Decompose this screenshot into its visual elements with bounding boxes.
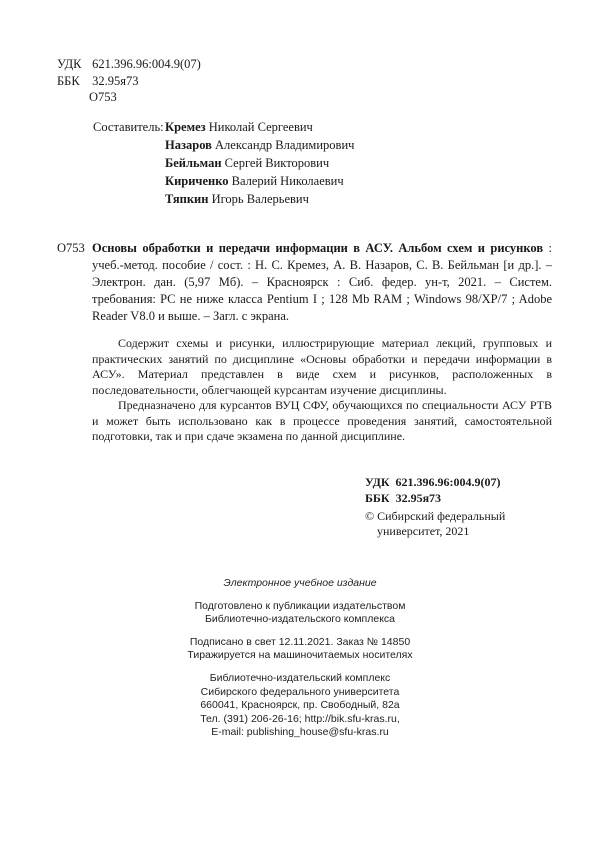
bbk-row xyxy=(57,73,201,90)
compilers-role-label: Составитель: xyxy=(93,120,164,134)
compiler-row xyxy=(93,190,354,208)
copyright xyxy=(365,509,505,539)
udk-row xyxy=(57,56,201,73)
address-line: 660041, Красноярск, пр. Свободный, 82а xyxy=(200,699,400,712)
imprint xyxy=(0,577,600,749)
compiler-surname: Бейльман xyxy=(165,156,222,170)
compiler-names: Валерий Николаевич xyxy=(231,174,344,188)
bbk-repeat: ББК 32.95я73 xyxy=(365,491,442,505)
prepared-line-1: Подготовлено к публикации издательством xyxy=(194,599,406,612)
copies-line: Тиражируется на машиночитаемых носителях xyxy=(187,649,413,662)
udk-repeat: УДК 621.396.96:004.9(07) xyxy=(365,475,501,489)
signed-line: Подписано в свет 12.11.2021. Заказ № 14850 xyxy=(189,635,411,648)
compiler-names: Николай Сергеевич xyxy=(208,120,313,134)
abstract-paragraph-2: Предназначено для курсантов ВУЦ СФУ, обучающихся по специальности АСУ РТВ и может быть использовано как в процессе проведения занятий, самостоятельной подготовки, так и при сдаче экзамена по данной дисциплине. xyxy=(92,398,552,443)
publisher-line-2: Сибирского федерального университета xyxy=(200,685,400,698)
bbk-label: ББК xyxy=(57,73,80,88)
compiler-row xyxy=(93,154,354,172)
classification-repeat xyxy=(365,474,501,506)
classification-block xyxy=(57,56,201,106)
entry-text xyxy=(92,240,552,325)
phone-line: Тел. (391) 206-26-16; http://bik.sfu-kras.ru, xyxy=(200,712,400,725)
compiler-surname: Кириченко xyxy=(165,174,229,188)
abstract-paragraph-1: Содержит схемы и рисунки, иллюстрирующие материал лекций, групповых и практических занятий по дисциплине «Основы обработки и передачи информации в АСУ». Материал представлен в виде схем и рисунков, расположенных в последовательности, облегчающей курсантам изучение дисциплины. xyxy=(92,336,552,397)
compiler-row xyxy=(93,172,354,190)
compiler-row xyxy=(93,118,354,136)
email-line: E-mail: publishing_house@sfu-kras.ru xyxy=(211,726,389,739)
udk-value: 621.396.96:004.9(07) xyxy=(92,57,201,71)
bibliographic-entry xyxy=(57,240,552,325)
entry-description: : учеб.-метод. пособие / сост. : Н. С. Кремез, А. В. Назаров, С. В. Бейльман [и др.]. – Электрон. дан. (5,97 Мб). – Красноярск : Сиб. федер. ун-т, 2021. – Систем. требования: PC не ниже класса Pentium I ; 128 Mb RAM ; Windows 98/XP/7 ; Adobe Reader V8.0 и выше. – Загл. с экрана. xyxy=(92,241,552,323)
bbk-value: 32.95я73 xyxy=(92,73,139,88)
publisher-line-1: Библиотечно-издательский комплекс xyxy=(209,671,391,684)
author-sign: О753 xyxy=(89,90,117,104)
compiler-names: Александр Владимирович xyxy=(215,138,355,152)
udk-label: УДК xyxy=(57,57,82,71)
entry-code: О753 xyxy=(57,241,85,255)
compiler-names: Сергей Викторович xyxy=(224,156,330,170)
compilers-block xyxy=(93,118,354,208)
compiler-surname: Назаров xyxy=(165,138,212,152)
compiler-surname: Тяпкин xyxy=(165,192,209,206)
compiler-surname: Кремез xyxy=(165,120,206,134)
copyright-line-2: университет, 2021 xyxy=(377,524,470,538)
compiler-names: Игорь Валерьевич xyxy=(211,192,309,206)
copyright-line-1: © Сибирский федеральный xyxy=(365,509,506,523)
entry-title: Основы обработки и передачи информации в АСУ. Альбом схем и рисунков xyxy=(92,241,544,255)
edition-type: Электронное учебное издание xyxy=(223,577,377,589)
compiler-row xyxy=(93,136,354,154)
prepared-line-2: Библиотечно-издательского комплекса xyxy=(204,613,396,626)
abstract xyxy=(92,336,552,445)
